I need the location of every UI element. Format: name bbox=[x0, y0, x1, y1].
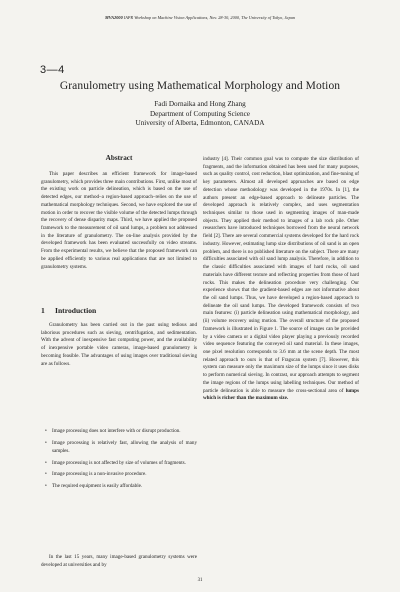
section-title: Introduction bbox=[55, 306, 97, 315]
page-number: 31 bbox=[197, 578, 203, 583]
abstract-body: This paper describes an efficient framework for image-based granulometry, which provides three main contributions. First, unlike most of the existing work on particle delineation, which is based on the use of detected edges, our method–a region-based approach–relies on the use of mathematical morphology techniques. Second, we have explored the use of motion in order to recover the visible volume of the detected lumps through the recovery of dense disparity maps. Third, we have applied the proposed framework to the measurement of oil sand lumps, a problem not addressed in the literature of granulometry. The on-line analysis provided by the developed framework has been evaluated successfully on video streams. From the experimental results, we believe that the proposed framework can be applied efficiently to various real applications that are not limited to granulometry systems. bbox=[41, 171, 197, 270]
author-names: Fadi Dornaika and Hong Zhang bbox=[154, 100, 246, 108]
list-item-text: Image processing is a non-invasive procedure. bbox=[52, 471, 147, 478]
author-block bbox=[0, 100, 400, 129]
section-number: 1 bbox=[41, 306, 45, 315]
bullet-icon: • bbox=[45, 483, 47, 490]
author-university: University of Alberta, Edmonton, CANADA bbox=[135, 119, 265, 128]
bullet-icon: • bbox=[45, 439, 47, 446]
author-department: Department of Computing Science bbox=[149, 109, 250, 118]
conference-text: IAPR Workshop on Machine Vision Applications, Nov. 28-30, 2000, The University of Tokyo, Japan bbox=[123, 15, 295, 20]
list-item-text: The required equipment is easily affordable. bbox=[52, 483, 143, 490]
list-item bbox=[41, 428, 197, 436]
bullet-icon: • bbox=[45, 428, 47, 434]
paper-number: 3—4 bbox=[40, 64, 65, 76]
bullet-icon: • bbox=[45, 459, 47, 466]
list-item bbox=[41, 460, 197, 468]
list-item bbox=[41, 471, 197, 479]
abstract-heading: Abstract bbox=[105, 154, 133, 162]
conference-header bbox=[0, 15, 400, 20]
list-item-text: Image processing is relatively fast, allowing the analysis of many samples. bbox=[52, 439, 197, 454]
bullet-icon: • bbox=[45, 471, 47, 478]
section-heading-introduction bbox=[41, 306, 197, 315]
right-column-text bbox=[203, 156, 359, 403]
introduction-continuation: In the last 15 years, many image-based granulometry systems were developed at universities and by bbox=[41, 554, 197, 568]
right-column-last-line: lumps which is richer than the maximum size. bbox=[203, 387, 359, 402]
conference-code: MVA2000 bbox=[104, 15, 123, 20]
list-item bbox=[41, 440, 197, 455]
introduction-body: Granulometry has been carried out in the past using tedious and laborious procedures such as sieving, centrifugation, and sedimentation. With the advent of inexpensive fast computing power, and the availability of inexpensive portable video cameras, image-based granulometry is becoming feasible. The advantages of using images over traditional sieving are as follows. bbox=[41, 322, 197, 367]
advantages-list bbox=[41, 428, 197, 495]
list-item-text: Image processing does not interfere with or disrupt production. bbox=[52, 428, 181, 434]
paper-title: Granulometry using Mathematical Morphology and Motion bbox=[59, 80, 341, 92]
right-column-body: industry [4]. Their common goal was to compute the size distribution of fragments, and the information obtained has been used for many purposes, such as quality control, cost reduction, blast optimization, and fine-tuning of key parameters. Almost all developed approaches are based on edge detection whose methodology was developed in the 1970s. In [1], the authors present an edge-based approach to delineate particles. The developed approach is relatively complex, and uses segmentation techniques similar to those used in segmenting images of man-made objects. They applied their method to images of a lab rock pile. Other researchers have introduced techniques borrowed from the neural network field [2]. There are several commercial systems developed for the hard rock industry. However, estimating lump size distributions of oil sand is an open problem, and there is no published literature on the subject. There are many difficulties associated with oil sand lump analysis. Therefore, in addition to the classic difficulties associated with images of hard rocks, oil sand materials have different texture and reflecting properties from those of hard rocks. This makes the delineation procedure very challenging. Our experience shows that the gradient-based edges are not informative about the oil sand lumps. Thus, we have developed a region-based approach to delineate the oil sand lumps. The developed framework consists of two main features: (i) particle delineation using mathematical morphology, and (ii) volume recovery using motion. The overall structure of the proposed framework is illustrated in Figure 1. The source of images can be provided by a video camera or a digital video player playing a previously recorded video sequence featuring the conveyed oil sand material. In these images, one pixel resolution corresponds to 3.6 mm at the scene depth. The most related approach to ours is that of Fragscan system [7]. However, this system can measure only the maximum size of the lumps since it uses disks to perform numerical sieving. In contrast, our approach attempts to segment the image regions of the lumps using labelling techniques. Our method of particle delineation is able to measure the cross-sectional area of bbox=[203, 156, 359, 394]
list-item-text: Image processing is not affected by size of volumes of fragments. bbox=[52, 459, 186, 466]
list-item bbox=[41, 483, 197, 491]
